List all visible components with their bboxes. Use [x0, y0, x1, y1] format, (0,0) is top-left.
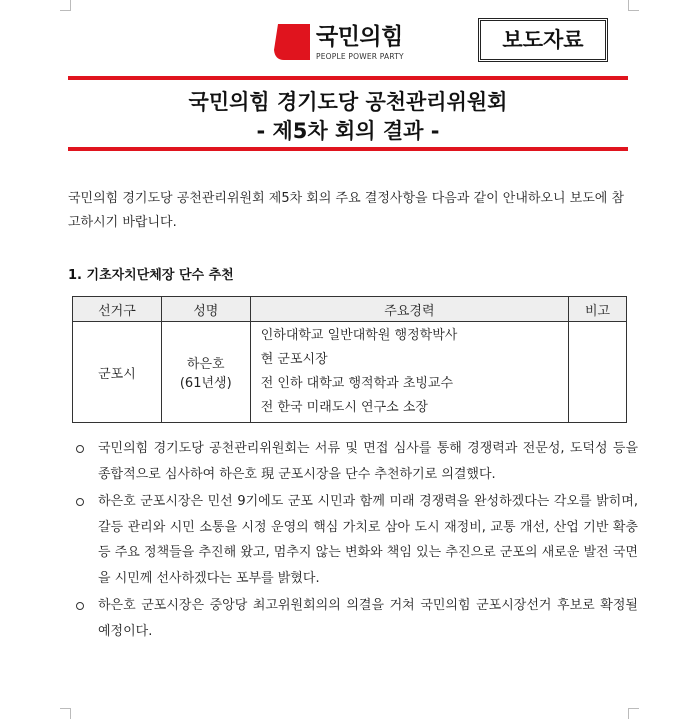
list-item [68, 489, 638, 591]
page-corner-mark [628, 0, 639, 11]
page-corner-mark [628, 708, 639, 719]
bullet-text: 하은호 군포시장은 중앙당 최고위원회의의 의결을 거쳐 국민의힘 군포시장선거 후보로 확정될 예정이다. [98, 598, 638, 639]
candidate-age: (61년생) [179, 376, 232, 391]
bullet-text: 국민의힘 경기도당 공천관리위원회는 서류 및 면접 심사를 통해 경쟁력과 전문성, 도덕성 등을 종합적으로 심사하여 하은호 現 군포시장을 단수 추천하기로 의결했다. [98, 441, 638, 482]
career-item: 전 한국 미래도시 연구소 소장 [260, 400, 428, 415]
press-release-label: 보도자료 [478, 18, 608, 62]
party-logo-mark-icon [272, 22, 312, 64]
career-cell [250, 322, 568, 423]
header-name: 성명 [161, 297, 250, 322]
candidate-name: 하은호 [186, 357, 225, 372]
district-cell: 군포시 [73, 322, 162, 423]
list-item [68, 593, 638, 644]
page-corner-mark [60, 0, 71, 11]
candidate-table [72, 296, 627, 423]
note-cell [569, 322, 627, 423]
title-line-2: - 제5차 회의 결과 - [256, 119, 440, 143]
logo-subtitle: PEOPLE POWER PARTY [316, 52, 404, 61]
list-item [68, 436, 638, 487]
circle-bullet-icon [76, 445, 84, 453]
bullet-text: 하은호 군포시장은 민선 9기에도 군포 시민과 함께 미래 경쟁력을 완성하겠다는 각오를 밝히며, 갈등 관리와 시민 소통을 시정 운영의 핵심 가치로 삼아 도시 재정비, 교통 개선, 산업 기반 확충 등 주요 정책들을 추진해 왔고, 멈추지 않는 변화와 책임 있는 추진으로 군포의 새로운 발전 국면을 시민께 선사하겠다는 포부를 밝혔다. [98, 494, 638, 586]
title-line-1: 국민의힘 경기도당 공천관리위원회 [188, 90, 508, 114]
top-divider [68, 76, 628, 80]
logo-name: 국민의힘 [316, 24, 403, 50]
table-header-row [73, 297, 627, 322]
header-district: 선거구 [73, 297, 162, 322]
page-corner-mark [60, 708, 71, 719]
section-title: 1. 기초자치단체장 단수 추천 [68, 268, 234, 283]
party-logo [272, 22, 432, 64]
career-item: 인하대학교 일반대학원 행정학박사 [260, 328, 458, 343]
header-note: 비고 [569, 297, 627, 322]
circle-bullet-icon [76, 498, 84, 506]
name-cell [161, 322, 250, 423]
career-item: 전 인하 대학교 행적학과 초빙교수 [260, 376, 454, 391]
bullet-list [68, 436, 638, 646]
header-career: 주요경력 [250, 297, 568, 322]
circle-bullet-icon [76, 602, 84, 610]
bottom-divider [68, 147, 628, 151]
career-item: 현 군포시장 [260, 352, 328, 367]
intro-paragraph: 국민의힘 경기도당 공천관리위원회 제5차 회의 주요 결정사항을 다음과 같이 안내하오니 보도에 참고하시기 바랍니다. [68, 191, 625, 230]
table-row [73, 322, 627, 423]
